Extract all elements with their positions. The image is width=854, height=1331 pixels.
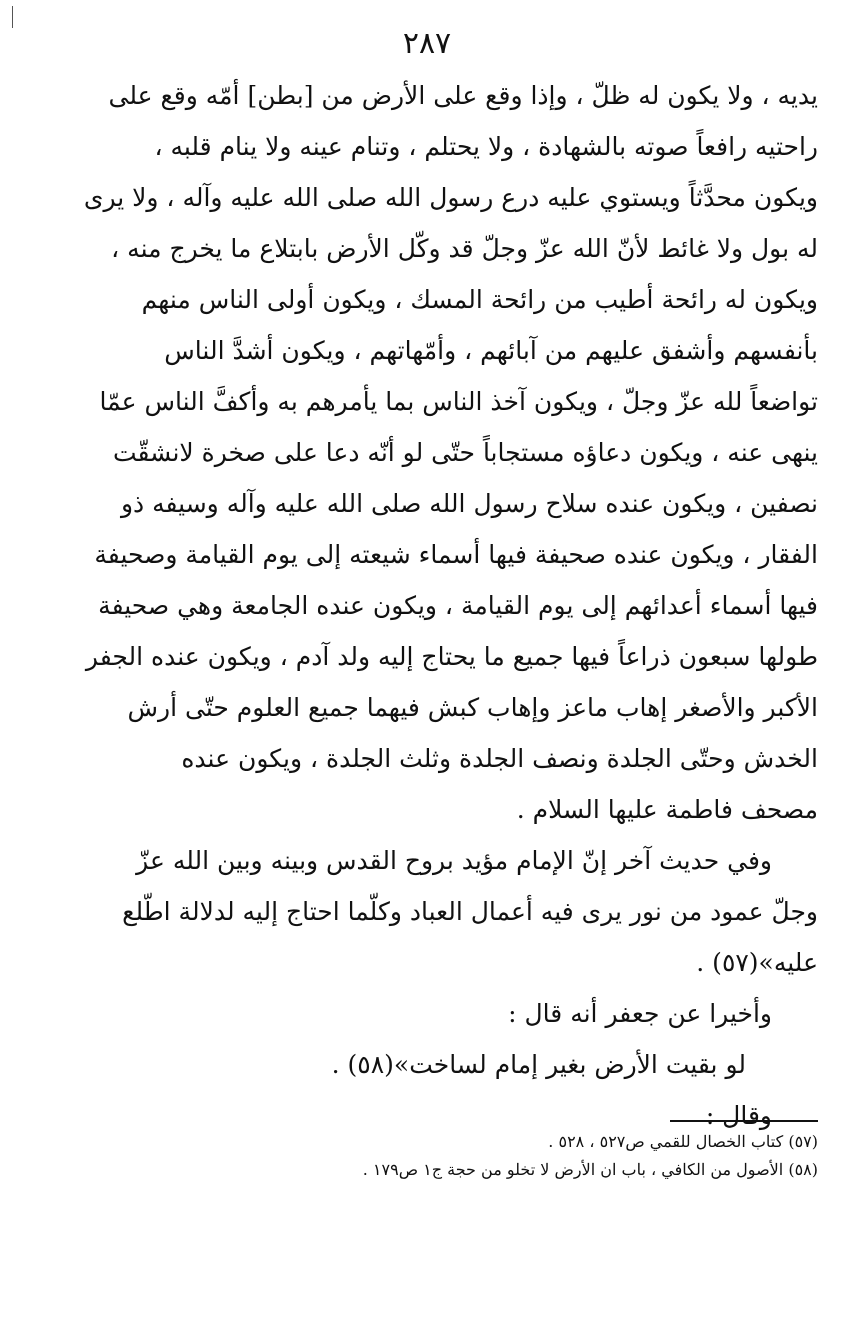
text-line: الفقار ، ويكون عنده صحيفة فيها أسماء شيعته إلى يوم القيامة وصحيفة <box>94 540 818 569</box>
text-line: ويكون له رائحة أطيب من رائحة المسك ، ويكون أولى الناس منهم <box>141 285 818 314</box>
text-line: بأنفسهم وأشفق عليهم من آبائهم ، وأمّهاتهم ، ويكون أشدَّ الناس <box>164 336 818 365</box>
footnote: (٥٧) كتاب الخصال للقمي ص٥٢٧ ، ٥٢٨ . <box>548 1132 818 1151</box>
text-line: يديه ، ولا يكون له ظلّ ، وإذا وقع على الأرض من [بطن] أمّه وقع على <box>108 81 818 110</box>
text-line: راحتيه رافعاً صوته بالشهادة ، ولا يحتلم ، وتنام عينه ولا ينام قلبه ، <box>154 132 818 161</box>
paragraph-line: عليه»(٥٧) . <box>696 948 818 977</box>
footnote: (٥٨) الأصول من الكافي ، باب ان الأرض لا تخلو من حجة ج١ ص١٧٩ . <box>362 1160 818 1179</box>
closing-line: وقال : <box>705 1101 772 1130</box>
paragraph-line: وجلّ عمود من نور يرى فيه أعمال العباد وكلّما احتاج إليه لدلالة اطّلع <box>122 897 818 926</box>
text-line: ينهى عنه ، ويكون دعاؤه مستجاباً حتّى لو أنّه دعا على صخرة لانشقّت <box>112 438 818 467</box>
narration-intro: وأخيرا عن جعفر أنه قال : <box>508 999 772 1028</box>
text-line: له بول ولا غائط لأنّ الله عزّ وجلّ قد وكّل الأرض بابتلاع ما يخرج منه ، <box>111 234 818 263</box>
text-line: مصحف فاطمة عليها السلام . <box>516 795 818 824</box>
text-line: الخدش وحتّى الجلدة ونصف الجلدة وثلث الجلدة ، ويكون عنده <box>181 744 818 773</box>
text-line: الأكبر والأصغر إهاب ماعز وإهاب كبش فيهما جميع العلوم حتّى أرش <box>127 693 818 722</box>
footnote-divider <box>670 1120 818 1122</box>
quote-line: لو بقيت الأرض بغير إمام لساخت»(٥٨) . <box>331 1050 746 1079</box>
page-number: ٢٨٧ <box>402 26 452 61</box>
text-line: طولها سبعون ذراعاً فيها جميع ما يحتاج إليه ولد آدم ، ويكون عنده الجفر <box>85 642 818 671</box>
text-line: فيها أسماء أعدائهم إلى يوم القيامة ، ويكون عنده الجامعة وهي صحيفة <box>98 591 818 620</box>
text-line: ويكون محدَّثاً ويستوي عليه درع رسول الله صلى الله عليه وآله ، ولا يرى <box>83 183 818 212</box>
paragraph-line: وفي حديث آخر إنّ الإمام مؤيد بروح القدس وبينه وبين الله عزّ <box>136 846 772 875</box>
text-line: نصفين ، ويكون عنده سلاح رسول الله صلى الله عليه وآله وسيفه ذو <box>120 489 818 518</box>
main-text <box>83 70 818 1141</box>
footnotes <box>200 1128 818 1184</box>
margin-mark <box>12 6 13 28</box>
text-line: تواضعاً لله عزّ وجلّ ، ويكون آخذ الناس بما يأمرهم به وأكفَّ الناس عمّا <box>99 387 818 416</box>
